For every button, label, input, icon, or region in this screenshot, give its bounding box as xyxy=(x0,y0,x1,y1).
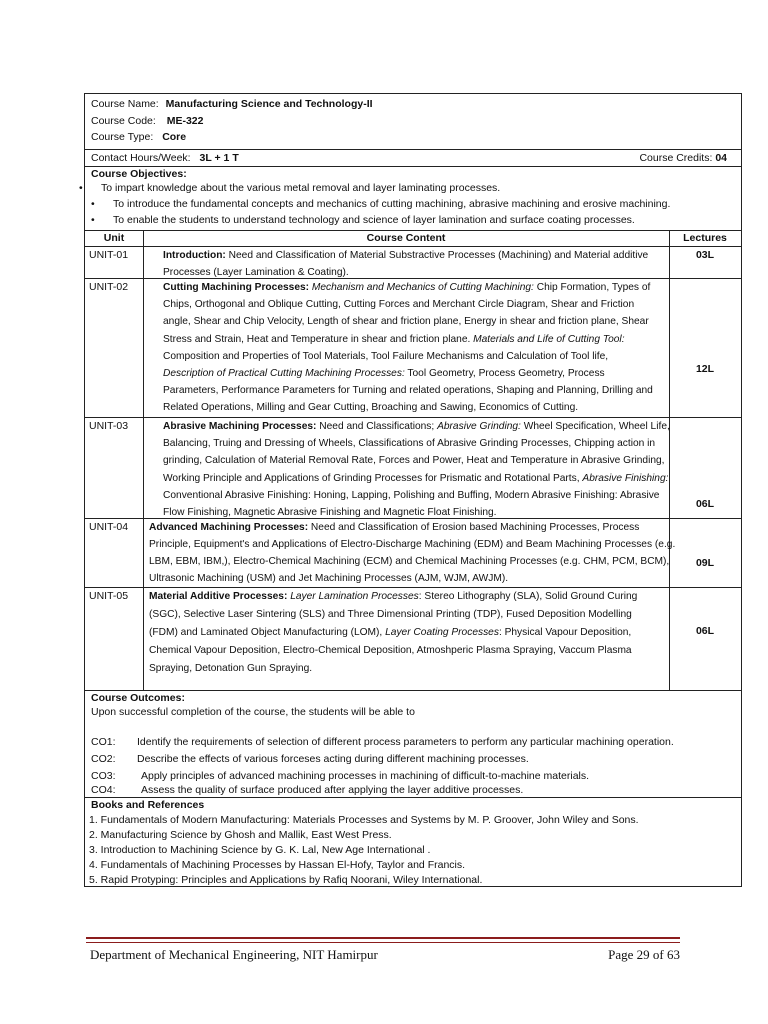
content-line: Composition and Properties of Tool Materials, Tool Failure Mechanisms and Calculation of Tool life, xyxy=(163,350,609,362)
book-item: 1. Fundamentals of Modern Manufacturing: Materials Processes and Systems by M. P. Groover, John Wiley and Sons. xyxy=(89,814,639,826)
content-line: Principle, Equipment's and Applications of Electro-Discharge Machining (EDM) and Beam Machining Processes (e.g. xyxy=(149,539,676,550)
course-type-row xyxy=(91,131,186,144)
content-line: Material Additive Processes: Layer Lamination Processes: Stereo Lithography (SLA), Solid Ground Curing xyxy=(149,591,638,602)
outcome-item xyxy=(91,770,589,783)
footer-rule xyxy=(86,937,680,939)
unit-lectures: 09L xyxy=(695,557,715,569)
unit-content xyxy=(149,588,637,678)
content-line: Introduction: Need and Classification of Material Substractive Processes (Machining) and Material additive xyxy=(163,250,649,261)
content-line: Cutting Machining Processes: Mechanism and Mechanics of Cutting Machining: Chip Formation, Types of xyxy=(163,282,651,293)
contact-hours-row xyxy=(91,152,239,165)
book-item: 2. Manufacturing Science by Ghosh and Mallik, East West Press. xyxy=(89,829,392,841)
outcome-text: Apply principles of advanced machining processes in machining of difficult-to-machine materials. xyxy=(141,770,590,782)
outcome-item xyxy=(91,784,523,797)
unit-label: UNIT-03 xyxy=(89,420,129,432)
course-credits-label: Course Credits: xyxy=(639,152,713,164)
content-line: Stress and Strain, Heat and Temperature in shear and friction plane. Materials and Life of Cutting Tool: xyxy=(163,333,625,345)
course-name-row xyxy=(91,98,373,111)
content-line: Ultrasonic Machining (USM) and Jet Machining Processes (AJM, WJM, AWJM). xyxy=(149,573,509,584)
course-name-label: Course Name: xyxy=(91,98,159,110)
content-line: Spraying, Detonation Gun Spraying. xyxy=(149,663,313,674)
table-row-unit-01 xyxy=(85,246,741,279)
outcome-code: CO2: xyxy=(91,753,116,765)
divider xyxy=(85,797,741,798)
course-credits-row xyxy=(639,152,727,165)
footer-page-number: Page 29 of 63 xyxy=(608,947,680,962)
unit-label: UNIT-04 xyxy=(89,521,129,533)
outcomes-intro: Upon successful completion of the course, the students will be able to xyxy=(91,706,415,718)
divider xyxy=(85,690,741,691)
content-line: Balancing, Truing and Dressing of Wheels, Classifications of Abrasive Grinding Processes, Chipping action in xyxy=(163,438,656,450)
book-item: 3. Introduction to Machining Science by G. K. Lal, New Age International . xyxy=(89,844,431,856)
content-line: Flow Finishing, Magnetic Abrasive Finishing and Magnetic Float Finishing. xyxy=(163,507,497,519)
footer-department: Department of Mechanical Engineering, NIT Hamirpur xyxy=(90,947,378,962)
content-line: Chemical Vapour Deposition, Electro-Chemical Deposition, Atmoshperic Plasma Spraying, Vaccum Plasma xyxy=(149,645,632,656)
content-line: Abrasive Machining Processes: Need and Classifications; Abrasive Grinding: Wheel Specification, Wheel Life, xyxy=(163,421,670,432)
outcome-item xyxy=(91,753,529,766)
content-line: Processes (Layer Lamination & Coating). xyxy=(163,267,349,279)
unit-lectures: 06L xyxy=(695,625,715,637)
unit-label: UNIT-02 xyxy=(89,281,129,293)
book-item: 5. Rapid Protyping: Principles and Applications by Rafiq Noorani, Wiley International. xyxy=(89,874,483,886)
content-line: angle, Shear and Chip Velocity, Length of shear and friction plane, Energy in shear and friction plane, Shear xyxy=(163,316,649,328)
unit-label: UNIT-01 xyxy=(89,249,129,261)
objective-item: • To introduce the fundamental concepts and mechanics of cutting machining, abrasive machining and erosive machining. xyxy=(91,198,671,210)
course-type: Core xyxy=(162,131,187,143)
header-lectures: Lectures xyxy=(683,232,727,244)
content-line: (FDM) and Laminated Object Manufacturing (LOM), Layer Coating Processes: Physical Vapour Deposition, xyxy=(149,627,632,638)
unit-content xyxy=(163,247,648,281)
table-row-unit-04 xyxy=(85,518,741,588)
content-line: Conventional Abrasive Finishing: Honing, Lapping, Polishing and Buffing, Modern Abrasive Finishing: Abrasive xyxy=(163,489,660,501)
unit-label: UNIT-05 xyxy=(89,590,129,602)
outcome-text: Identify the requirements of selection of different process parameters to perform any particular machining operation. xyxy=(137,736,674,748)
content-line: Advanced Machining Processes: Need and Classification of Erosion based Machining Processes, Process xyxy=(149,522,640,533)
table-row-unit-03 xyxy=(85,417,741,519)
content-line: (SGC), Selective Laser Sintering (SLS) and Three Dimensional Printing (TDP), Fused Deposition Modelling xyxy=(149,609,632,620)
unit-lectures: 06L xyxy=(695,498,715,510)
books-heading: Books and References xyxy=(91,799,205,811)
outcomes-heading: Course Outcomes: xyxy=(91,692,185,704)
table-row-unit-02 xyxy=(85,278,741,418)
divider xyxy=(85,166,741,167)
content-line: Description of Practical Cutting Machining Processes: Tool Geometry, Process Geometry, Process xyxy=(163,368,605,380)
outcome-text: Assess the quality of surface produced after applying the layer additive processes. xyxy=(141,784,524,796)
contact-hours: 3L + 1 T xyxy=(199,152,239,164)
course-code-label: Course Code: xyxy=(91,115,156,127)
content-line: grinding, Calculation of Material Removal Rate, Forces and Power, Heat and Temperature in Abrasive Grinding, xyxy=(163,455,665,467)
unit-content xyxy=(149,519,675,587)
objectives-heading: Course Objectives: xyxy=(91,168,187,180)
objective-item: • To enable the students to understand technology and science of layer lamination and surface coating processes. xyxy=(91,214,635,226)
book-item: 4. Fundamentals of Machining Processes by Hassan El-Hofy, Taylor and Francis. xyxy=(89,859,466,871)
outcome-code: CO4: xyxy=(91,784,116,796)
content-line: Chips, Orthogonal and Oblique Cutting, Cutting Forces and Merchant Circle Diagram, Shear and Friction xyxy=(163,299,635,311)
header-course-content: Course Content xyxy=(366,232,446,244)
outcome-text: Describe the effects of various forceses acting during different machining processes. xyxy=(137,753,529,765)
content-line: Working Principle and Applications of Grinding Processes for Prismatic and Rotational Parts, Abrasive Finishing: xyxy=(163,472,669,484)
content-line: Parameters, Performance Parameters for Turning and related operations, Shaping and Planning, Drilling and xyxy=(163,385,653,397)
unit-content xyxy=(163,418,670,521)
content-line: Related Operations, Milling and Gear Cutting, Broaching and Sawing, Economics of Cutting. xyxy=(163,402,579,414)
course-code: ME-322 xyxy=(166,115,204,127)
contact-hours-label: Contact Hours/Week: xyxy=(91,152,191,164)
units-table xyxy=(85,230,741,691)
content-line: LBM, EBM, IBM,), Electro-Chemical Machining (ECM) and Chemical Machining Processes (e.g. CHM, PCM, BCM), xyxy=(149,556,670,567)
unit-lectures: 03L xyxy=(695,249,715,261)
objective-item: • To impart knowledge about the various metal removal and layer laminating processes. xyxy=(79,182,501,194)
course-name: Manufacturing Science and Technology-II xyxy=(165,98,373,110)
header-unit: Unit xyxy=(103,232,125,244)
footer-rule xyxy=(86,942,680,943)
course-table xyxy=(79,93,742,887)
divider xyxy=(85,149,741,150)
course-type-label: Course Type: xyxy=(91,131,154,143)
unit-content xyxy=(163,279,653,417)
outcome-code: CO3: xyxy=(91,770,116,782)
table-row-unit-05 xyxy=(85,587,741,692)
course-code-row xyxy=(91,115,203,128)
outcome-item xyxy=(91,736,674,749)
outcome-code: CO1: xyxy=(91,736,116,748)
unit-lectures: 12L xyxy=(695,363,715,375)
course-credits: 04 xyxy=(715,152,727,164)
